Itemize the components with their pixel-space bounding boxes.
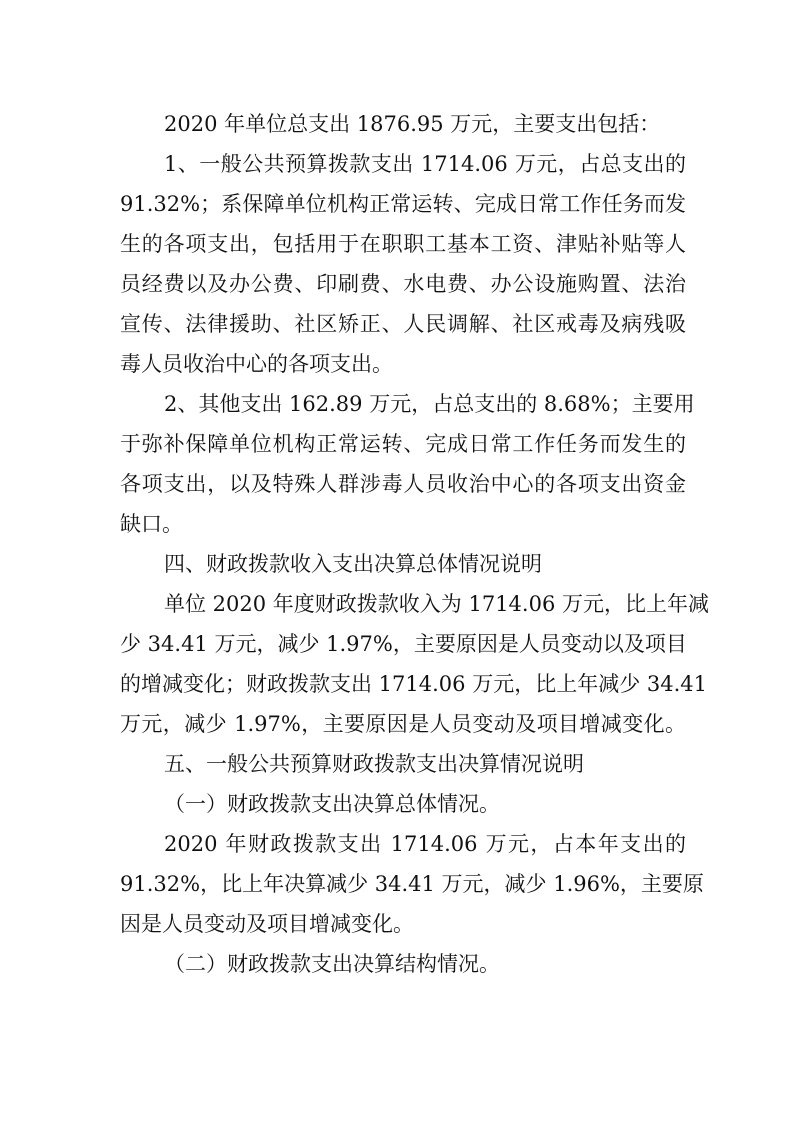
text-line: 员经费以及办公费、印刷费、水电费、办公设施购置、法治 [120,272,686,296]
text-line: 毒人员收治中心的各项支出。 [120,352,393,376]
text-line: 缺口。 [120,512,183,536]
text-line: 2、其他支出 162.89 万元，占总支出的 8.68%；主要用 [164,392,695,416]
text-line: 各项支出，以及特殊人群涉毒人员收治中心的各项支出资金 [120,472,686,496]
text-line: 1、一般公共预算拨款支出 1714.06 万元，占总支出的 [164,152,686,176]
text-line: 生的各项支出，包括用于在职职工基本工资、津贴补贴等人 [120,232,686,256]
text-line: 万元，减少 1.97%，主要原因是人员变动及项目增减变化。 [120,712,686,736]
text-line: 单位 2020 年度财政拨款收入为 1714.06 万元，比上年减 [164,592,709,616]
text-line: 因是人员变动及项目增减变化。 [120,912,414,936]
text-line: 91.32%；系保障单位机构正常运转、完成日常工作任务而发 [120,192,686,216]
text-line: 于弥补保障单位机构正常运转、完成日常工作任务而发生的 [120,432,686,456]
text-line: 宣传、法律援助、社区矫正、人民调解、社区戒毒及病残吸 [120,312,686,336]
section-heading: 四、财政拨款收入支出决算总体情况说明 [164,552,542,576]
subsection-heading: （二）财政拨款支出决算结构情况。 [164,952,500,976]
subsection-heading: （一）财政拨款支出决算总体情况。 [164,792,500,816]
section-heading: 五、一般公共预算财政拨款支出决算情况说明 [164,752,584,776]
text-line: 的增减变化；财政拨款支出 1714.06 万元，比上年减少 34.41 [120,672,707,696]
text-line: 91.32%，比上年决算减少 34.41 万元，减少 1.96%，主要原 [120,872,704,896]
text-line: 2020 年财政拨款支出 1714.06 万元，占本年支出的 [164,832,686,856]
text-line: 2020 年单位总支出 1876.95 万元，主要支出包括： [164,112,661,136]
text-line: 少 34.41 万元，减少 1.97%，主要原因是人员变动以及项目 [120,632,687,656]
